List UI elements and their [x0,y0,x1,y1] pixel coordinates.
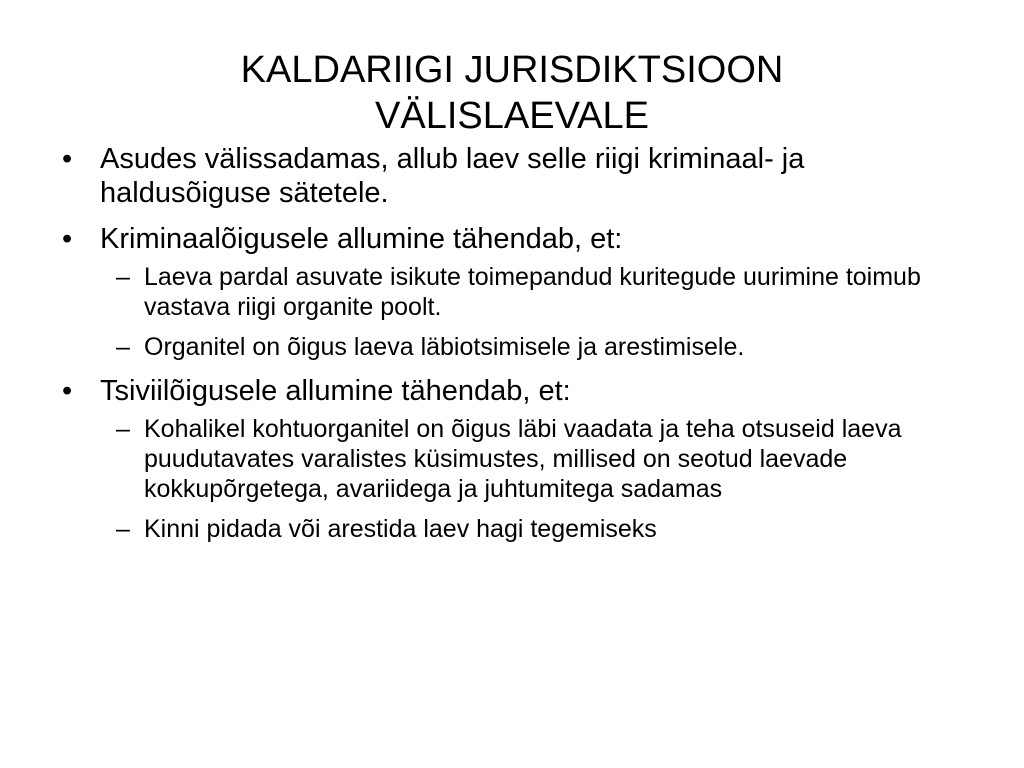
sub-bullet-text: Organitel on õigus laeva läbiotsimisele ja arestimisele. [144,333,745,361]
sub-bullet-item [116,262,982,322]
bullet-list [62,142,982,556]
sub-bullet-list [100,414,982,544]
sub-bullet-marker: – [116,333,130,361]
sub-bullet-item [116,514,982,544]
sub-bullet-item [116,332,982,362]
bullet-item [62,142,982,210]
slide-title-line-2: VÄLISLAEVALE [375,95,649,138]
bullet-text: Tsiviilõigusele allumine tähendab, et: [100,375,571,407]
slide-title-line-1: KALDARIIGI JURISDIKTSIOON [240,49,784,92]
sub-bullet-marker: – [116,263,130,291]
sub-bullet-text: Kohalikel kohtuorganitel on õigus läbi vaadata ja teha otsuseid laeva puudutavates varalistes küsimustes, millised on seotud laevade kokkupõrgetega, avariidega ja juhtumitega sadamas [144,415,902,503]
bullet-text: Kriminaalõigusele allumine tähendab, et: [100,223,623,255]
bullet-marker: • [62,143,73,175]
bullet-marker: • [62,223,73,255]
sub-bullet-item [116,414,982,504]
bullet-text: Asudes välissadamas, allub laev selle riigi kriminaal- ja haldusõiguse sätetele. [100,143,805,209]
bullet-item [62,222,982,362]
bullet-item [62,374,982,544]
sub-bullet-marker: – [116,515,130,543]
sub-bullet-list [100,262,982,362]
sub-bullet-text: Kinni pidada või arestida laev hagi tegemiseks [144,515,657,543]
sub-bullet-text: Laeva pardal asuvate isikute toimepandud kuritegude uurimine toimub vastava riigi organite poolt. [144,263,921,321]
sub-bullet-marker: – [116,415,130,443]
bullet-marker: • [62,375,73,407]
slide-title [60,47,964,139]
